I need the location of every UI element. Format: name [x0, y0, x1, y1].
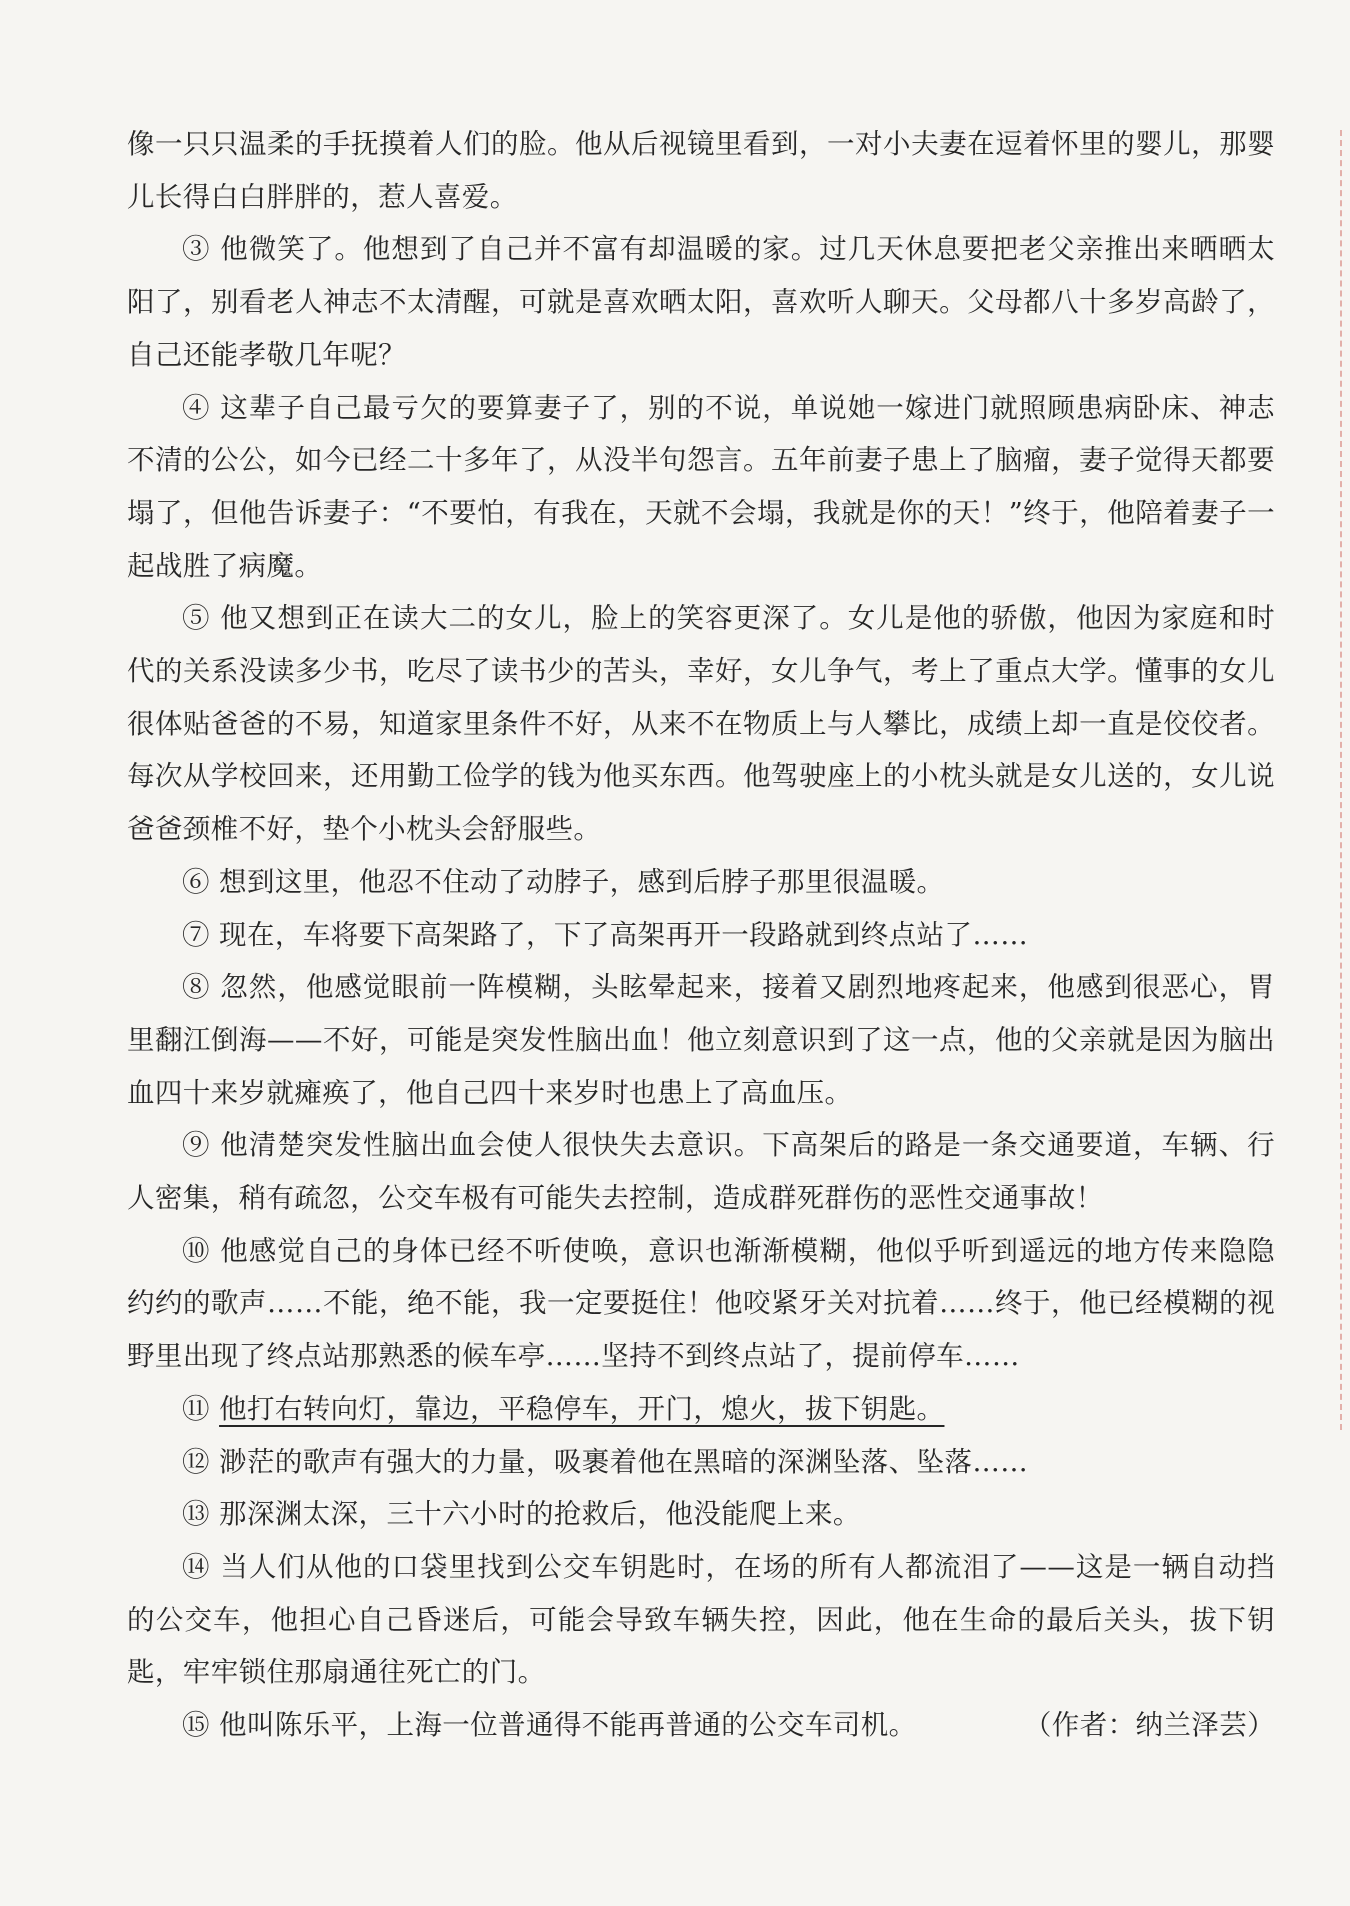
- paragraph-13: ⑬ 那深渊太深，三十六小时的抢救后，他没能爬上来。: [182, 1498, 861, 1531]
- paragraph-3: ③ 他微笑了。他想到了自己并不富有却温暖的家。过几天休息要把老父亲推出来晒晒太阳了，别看老人神志不太清醒，可就是喜欢晒太阳，喜欢听人聊天。父母都八十多岁高龄了，自己还能孝敬几年呢？: [127, 233, 1275, 371]
- paragraph-11-number: ⑪: [182, 1392, 210, 1425]
- paragraph-5: ⑤ 他又想到正在读大二的女儿，脸上的笑容更深了。女儿是他的骄傲，他因为家庭和时代的关系没读多少书，吃尽了读书少的苦头，幸好，女儿争气，考上了重点大学。懂事的女儿很体贴爸爸的不易，知道家里条件不好，从来不在物质上与人攀比，成绩上却一直是佼佼者。每次从学校回来，还用勤工俭学的钱为他买东西。他驾驶座上的小枕头就是女儿送的，女儿说爸爸颈椎不好，垫个小枕头会舒服些。: [127, 602, 1275, 846]
- paragraph-11: [127, 1383, 1275, 1436]
- paragraph-9: ⑨ 他清楚突发性脑出血会使人很快失去意识。下高架后的路是一条交通要道，车辆、行人密集，稍有疏忽，公交车极有可能失去控制，造成群死群伤的恶性交通事故！: [127, 1129, 1275, 1215]
- author-credit: （作者：纳兰泽芸）: [1023, 1709, 1275, 1742]
- paragraph-14: ⑭ 当人们从他的口袋里找到公交车钥匙时，在场的所有人都流泪了——这是一辆自动挡的公交车，他担心自己昏迷后，可能会导致车辆失控，因此，他在生命的最后关头，拔下钥匙，牢牢锁住那扇通往死亡的门。: [127, 1550, 1275, 1689]
- paragraph-15: [127, 1699, 1275, 1752]
- margin-dashed-rule: [1340, 130, 1342, 1430]
- paragraph-4: ④ 这辈子自己最亏欠的要算妻子了，别的不说，单说她一嫁进门就照顾患病卧床、神志不清的公公，如今已经二十多年了，从没半句怨言。五年前妻子患上了脑瘤，妻子觉得天都要塌了，但他告诉妻子：“不要怕，有我在，天就不会塌，我就是你的天！”终于，他陪着妻子一起战胜了病魔。: [127, 391, 1275, 582]
- paragraph-15-text: ⑮ 他叫陈乐平，上海一位普通得不能再普通的公交车司机。: [182, 1709, 917, 1742]
- article-body: [127, 118, 1275, 1752]
- underlined-sentence: 他打右转向灯，靠边，平稳停车，开门，熄火，拔下钥匙。: [219, 1392, 945, 1425]
- paragraph-12: ⑫ 渺茫的歌声有强大的力量，吸裹着他在黑暗的深渊坠落、坠落……: [182, 1445, 1029, 1478]
- paragraph-6: ⑥ 想到这里，他忍不住动了动脖子，感到后脖子那里很温暖。: [182, 865, 945, 898]
- paragraph-10: ⑩ 他感觉自己的身体已经不听使唤，意识也渐渐模糊，他似乎听到遥远的地方传来隐隐约约的歌声……不能，绝不能，我一定要挺住！他咬紧牙关对抗着……终于，他已经模糊的视野里出现了终点站那熟悉的候车亭……坚持不到终点站了，提前停车……: [127, 1234, 1275, 1373]
- paragraph-7: ⑦ 现在，车将要下高架路了，下了高架再开一段路就到终点站了……: [182, 918, 1029, 951]
- paragraph-8: ⑧ 忽然，他感觉眼前一阵模糊，头眩晕起来，接着又剧烈地疼起来，他感到很恶心，胃里翻江倒海——不好，可能是突发性脑出血！他立刻意识到了这一点，他的父亲就是因为脑出血四十来岁就瘫痪了，他自己四十来岁时也患上了高血压。: [127, 971, 1275, 1109]
- paragraph-continued: 像一只只温柔的手抚摸着人们的脸。他从后视镜里看到，一对小夫妻在逗着怀里的婴儿，那婴儿长得白白胖胖的，惹人喜爱。: [127, 128, 1275, 213]
